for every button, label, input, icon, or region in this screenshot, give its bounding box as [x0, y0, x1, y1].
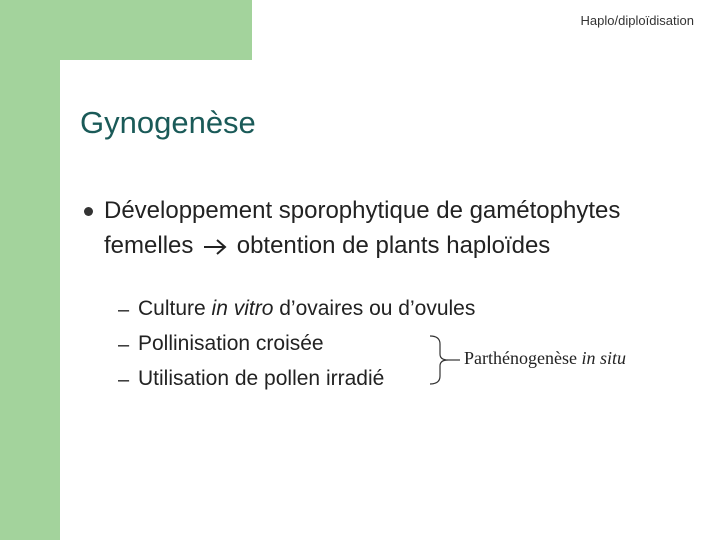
sub-item-pollen: Utilisation de pollen irradié — [138, 367, 385, 390]
green-left-band — [0, 0, 60, 540]
slide-title: Gynogenèse — [80, 105, 256, 140]
result-text — [464, 348, 626, 369]
right-brace-icon — [428, 334, 462, 386]
bullet-dot-icon — [84, 207, 93, 216]
result-italic: in situ — [581, 348, 626, 368]
green-top-band — [0, 0, 252, 60]
sub-item-culture-italic: in vitro — [211, 297, 274, 320]
main-bullet-text — [104, 193, 704, 263]
sub-item-culture — [138, 297, 475, 321]
sub-dash-1: – — [118, 299, 130, 321]
main-bullet-after-arrow: obtention de plants haploïdes — [236, 232, 551, 259]
sub-dash-3: – — [118, 369, 130, 391]
sub-item-pollinisation: Pollinisation croisée — [138, 332, 324, 355]
result-label: Parthénogenèse — [464, 348, 582, 368]
sub-item-culture-prefix: Culture — [138, 297, 212, 320]
main-bullet-before-arrow: Développement sporophytique de gamétophytes femelles — [104, 197, 621, 259]
header-text: Haplo/diploïdisation — [580, 13, 694, 28]
sub-item-culture-suffix: d’ovaires ou d’ovules — [273, 297, 476, 320]
right-arrow-icon — [202, 238, 228, 256]
sub-dash-2: – — [118, 334, 130, 356]
